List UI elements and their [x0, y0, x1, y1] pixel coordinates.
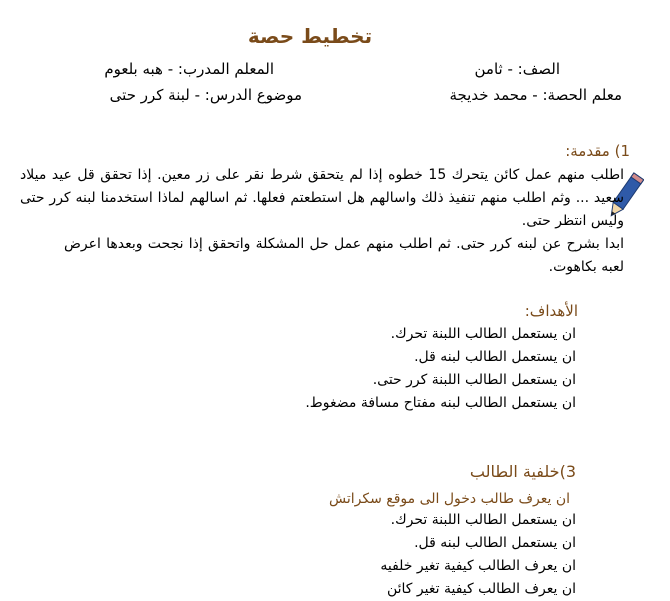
grade-label: الصف: - ثامن	[474, 60, 560, 78]
background-list	[380, 509, 576, 601]
background-heading: 3)خلفية الطالب	[469, 462, 576, 481]
list-item: ان يستعمل الطالب اللبنة تحرك.	[390, 512, 576, 528]
goals-heading: الأهداف:	[524, 302, 578, 320]
list-item: ان يستعمل الطالب لبنه مفتاح مسافة مضغوط.	[305, 395, 576, 411]
list-item: ان يستعمل الطالب اللبنة كرر حتى.	[372, 372, 576, 388]
list-item: ان يستعمل الطالب لبنه قل.	[414, 535, 576, 551]
teacher-label: معلم الحصة: - محمد خديجة	[449, 86, 622, 104]
topic-label: موضوع الدرس: - لبنة كرر حتى	[109, 86, 302, 104]
page-title: تخطيط حصة	[247, 24, 373, 48]
list-item: ان يستعمل الطالب لبنه قل.	[414, 349, 576, 365]
list-item: ان يستعمل الطالب اللبنة تحرك.	[390, 326, 576, 342]
trainer-label: المعلم المدرب: - هبه بلعوم	[104, 60, 274, 78]
background-subheading: ان يعرف طالب دخول الى موقع سكراتش	[329, 491, 570, 507]
list-item: ان يعرف الطالب كيفية تغير كائن	[386, 581, 576, 597]
intro-paragraph-2: ابدا بشرح عن لبنه كرر حتى. ثم اطلب منهم عمل حل المشكلة واتحقق إذا نجحت وبعدها اعرض لعبه بكاهوت.	[64, 236, 624, 275]
intro-paragraph-1: اطلب منهم عمل كائن يتحرك 15 خطوه إذا لم يتحقق شرط نقر على زر معين. إذا تحقق قل عيد ميلاد سعيد ... وثم اطلب منهم تنفيذ ذلك واسالهم هل استطعتم فعلها. ثم اسالهم لماذا استخدمنا لبنه كرر حتى وليس انتظر حتى.	[20, 167, 624, 229]
goals-list	[305, 323, 576, 415]
list-item: ان يعرف الطالب كيفية تغير خلفيه	[380, 558, 576, 574]
intro-text	[20, 164, 624, 279]
intro-heading: 1) مقدمة:	[565, 142, 630, 160]
